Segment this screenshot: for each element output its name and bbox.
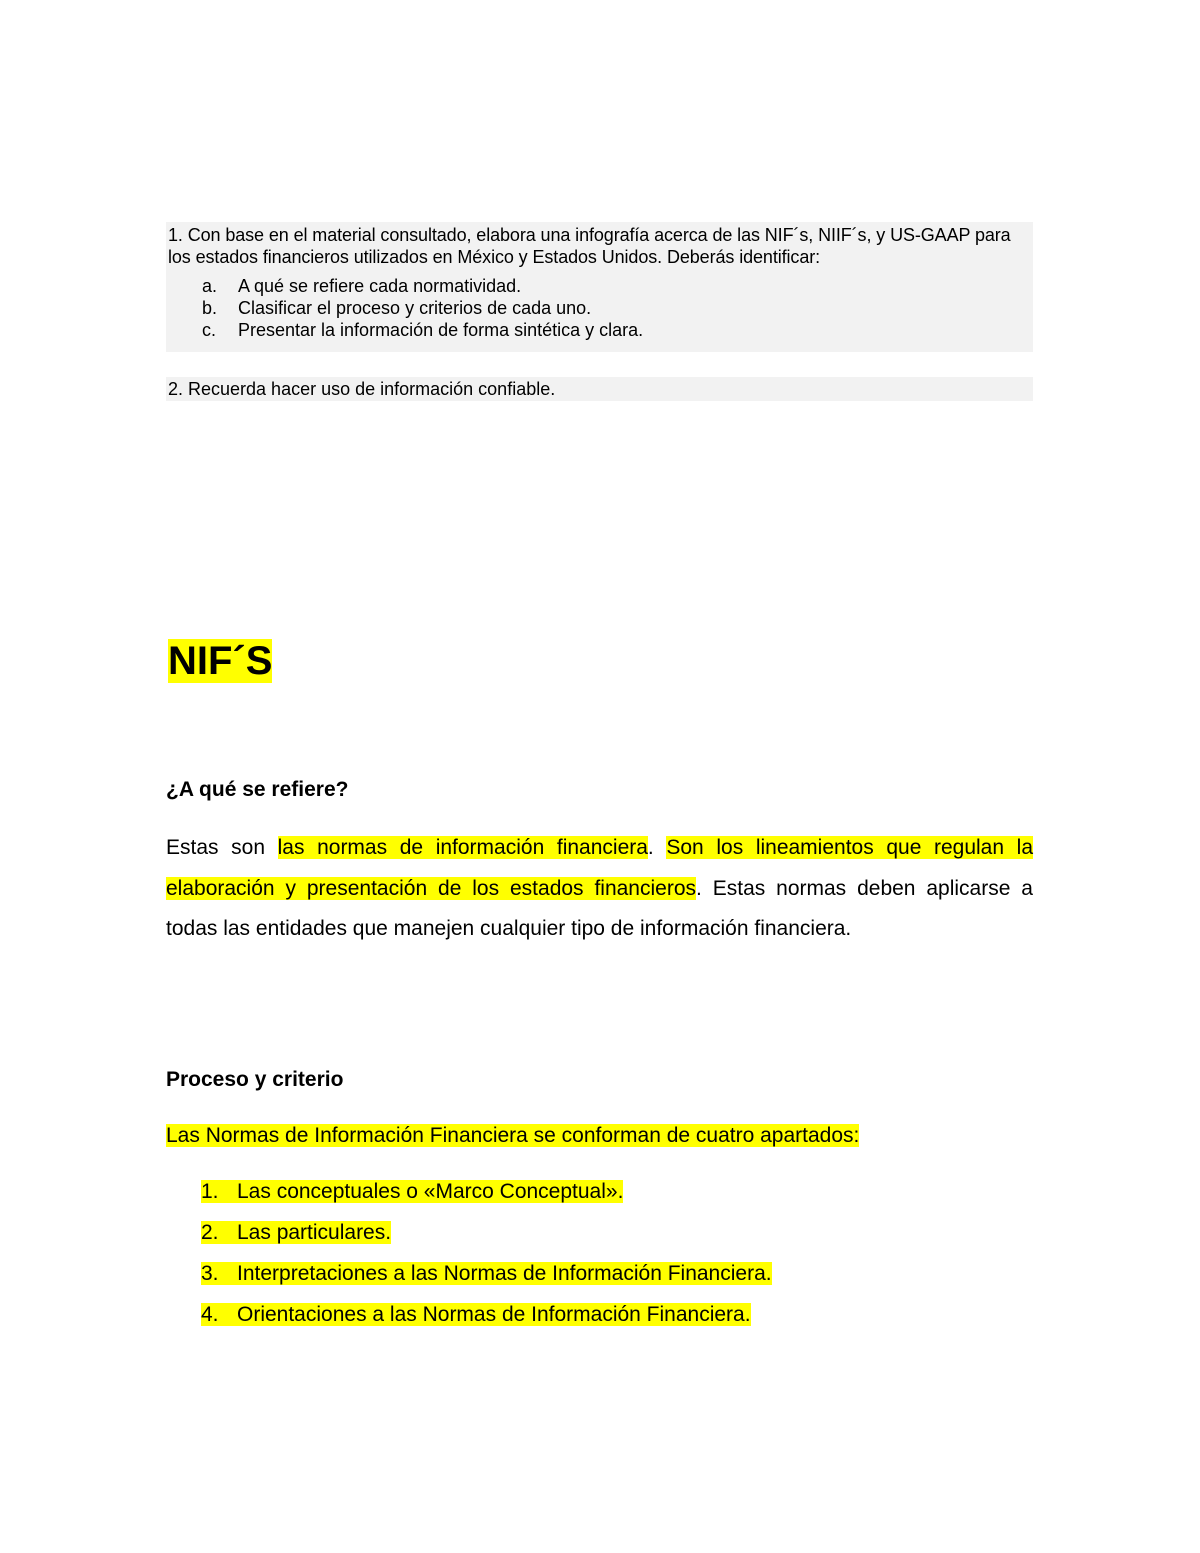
instructions-block	[166, 222, 1033, 352]
section-heading-proceso: Proceso y criterio	[166, 1068, 344, 1091]
list-marker: a.	[202, 276, 218, 296]
instructions-item	[166, 275, 1033, 297]
list-item	[166, 1177, 772, 1218]
process-intro-highlight: Las Normas de Información Financiera se conforman de cuatro apartados:	[166, 1124, 860, 1147]
list-marker: 3.	[201, 1262, 219, 1285]
process-intro	[166, 1122, 859, 1150]
definition-paragraph	[166, 828, 1033, 950]
instructions-paragraph-1: 1. Con base en el material consultado, elabora una infografía acerca de las NIF´s, NIIF´s, y US-GAAP para los estados financieros utilizados en México y Estados Unidos. Deberás identificar:	[168, 225, 1011, 267]
definition-highlight-1: las normas de información financiera	[277, 836, 648, 859]
definition-highlight-2: Son los lineamientos que regulan la elaboración y presentación de los estados financieros	[166, 836, 1033, 900]
list-item-text: Interpretaciones a las Normas de Información Financiera.	[237, 1262, 772, 1285]
definition-text-2: .	[647, 836, 667, 859]
list-item-highlight	[201, 1180, 623, 1203]
list-item-text: Orientaciones a las Normas de Información Financiera.	[237, 1303, 751, 1326]
process-list	[166, 1177, 772, 1341]
list-item	[166, 1218, 772, 1259]
list-item-text: Las particulares.	[237, 1221, 392, 1244]
document-page	[166, 0, 1033, 1553]
list-marker: c.	[202, 320, 217, 340]
list-item-highlight	[201, 1221, 391, 1244]
list-marker: 4.	[201, 1303, 219, 1326]
list-marker: b.	[202, 298, 218, 318]
list-item-text: Presentar la información de forma sintética y clara.	[238, 320, 644, 340]
list-item-highlight	[201, 1262, 772, 1285]
list-item	[166, 1300, 772, 1341]
list-item-text: Clasificar el proceso y criterios de cada uno.	[238, 298, 592, 318]
instructions-paragraph-2: 2. Recuerda hacer uso de información confiable.	[166, 377, 1033, 401]
list-item-text: Las conceptuales o «Marco Conceptual».	[237, 1180, 624, 1203]
list-marker: 1.	[201, 1180, 219, 1203]
section-heading-refiere: ¿A qué se refiere?	[166, 778, 349, 801]
page-title	[166, 638, 274, 684]
list-marker: 2.	[201, 1221, 219, 1244]
instructions-item	[166, 319, 1033, 341]
list-item-text: A qué se refiere cada normatividad.	[238, 276, 522, 296]
instructions-item	[166, 297, 1033, 319]
definition-text-1: Estas son	[166, 836, 278, 859]
instructions-list	[166, 275, 1033, 341]
list-item-highlight	[201, 1303, 751, 1326]
definition-text-3: . Estas normas deben aplicarse a todas las entidades que manejen cualquier tipo de información financiera.	[166, 876, 1033, 940]
title-highlight: NIF´S	[168, 639, 273, 683]
list-item	[166, 1259, 772, 1300]
